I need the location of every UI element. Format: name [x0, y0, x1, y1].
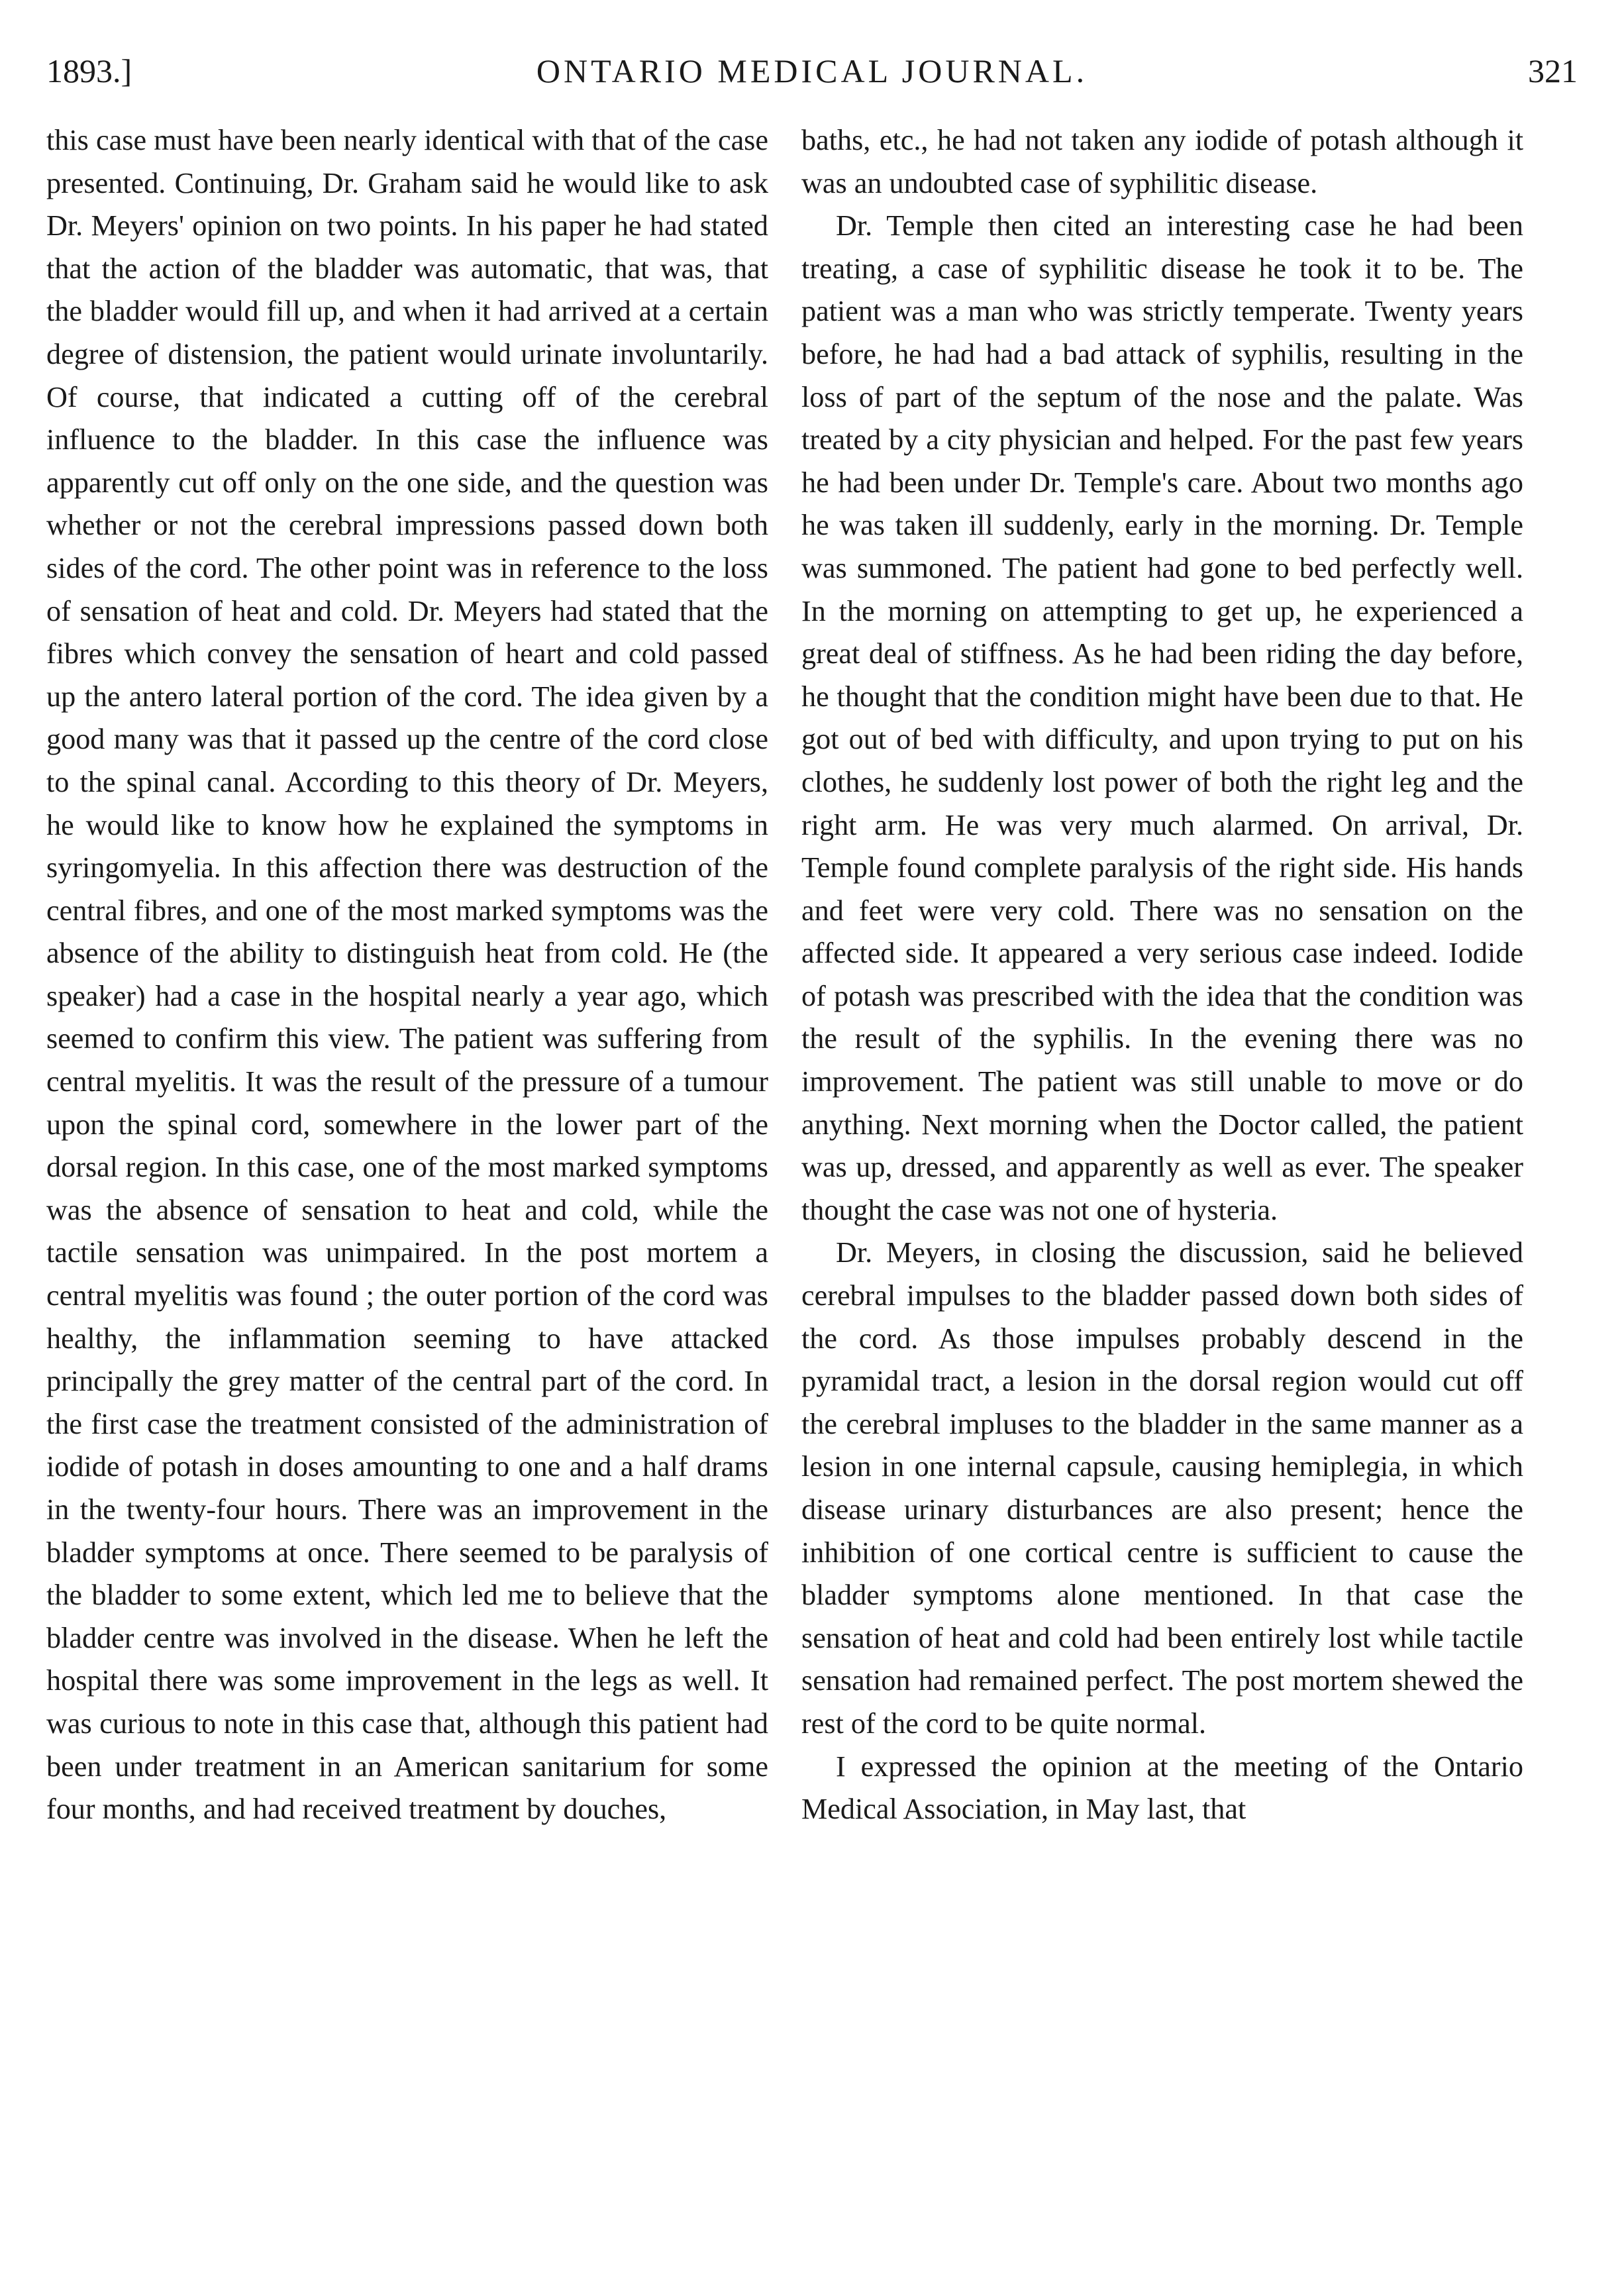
paragraph-opinion: I expressed the opinion at the meeting of the Ontario Medical Association, in May last, that [801, 1750, 1523, 1826]
journal-title: ONTARIO MEDICAL JOURNAL. [536, 52, 1088, 89]
left-column-paragraph: this case must have been nearly identical with that of the case presented. Continuing, Dr. Graham said he would like to ask Dr. Meyers' opinion on two points. In his paper he had stated that the action of the bladder was automatic, that was, that the bladder would fill up, and when it had arrived at a certain degree of distension, the patient would urinate involuntarily. Of course, that indicated a cutting off of the cerebral influence to the bladder. In this case the influence was apparently cut off only on the one side, and the question was whether or not the cerebral impressions passed down both sides of the cord. The other point was in reference to the loss of sensation of heat and cold. Dr. Meyers had stated that the fibres which convey the sensation of heart and cold passed up the antero lateral portion of the cord. The idea given by a good many was that it passed up the centre of the cord close to the spinal canal. According to this theory of Dr. Meyers, he would like to know how he explained the symptoms in syringomyelia. In this affection there was destruction of the central fibres, and one of the most marked symptoms was the absence of the ability to distinguish heat from cold. He (the speaker) had a case in the hospital nearly a year ago, which seemed to confirm this view. The patient was suffering from central myelitis. It was the result of the pressure of a tumour upon the spinal cord, somewhere in the lower part of the dorsal region. In this case, one of the most marked symptoms was the absence of sensation to heat and cold, while the tactile sensation was unimpaired. In the post mortem a central myelitis was found ; the outer portion of the cord was healthy, the inflammation seeming to have attacked principally the grey matter of the central part of the cord. In the first case the treatment consisted of the administration of iodide of potash in doses amounting to one and a half drams in the twenty-four hours. There was an improvement in the bladder symptoms at once. There seemed to be paralysis of the bladder to some extent, which led me to believe that the bladder centre was involved in the disease. When he left the hospital there was some improvement in the legs as well. It was curious to note in this case that, although this patient had been under treatment in an American sanitarium for some four months, and had received treatment by douches, [46, 124, 768, 1826]
right-column-continuation: baths, etc., he had not taken any iodide of potash although it was an undoubted case of syphilitic disease. [801, 124, 1523, 199]
paragraph-dr-meyers-closing: Dr. Meyers, in closing the discussion, said he believed cerebral impulses to the bladder passed down both sides of the cord. As those impulses probably descend in the pyramidal tract, a lesion in the dorsal region would cut off the cerebral impluses to the bladder in the same manner as a lesion in one internal capsule, causing hemiplegia, in which disease urinary disturbances are also present; hence the inhibition of one cortical centre is sufficient to cause the bladder symptoms alone mentioned. In that case the sensation of heat and cold had been entirely lost while tactile sensation had remained perfect. The post mortem shewed the rest of the cord to be quite normal. [801, 1236, 1523, 1740]
running-header [46, 41, 1578, 101]
header-year: 1893.] [46, 52, 132, 89]
right-column [801, 119, 1523, 1831]
page-number: 321 [1528, 52, 1578, 89]
left-column [46, 119, 768, 1831]
paragraph-dr-temple-case: Dr. Temple then cited an interesting case he had been treating, a case of syphilitic disease he took it to be. The patient was a man who was strictly temperate. Twenty years before, he had had a bad attack of syphilis, resulting in the loss of part of the septum of the nose and the palate. Was treated by a city physician and helped. For the past few years he had been under Dr. Temple's care. About two months ago he was taken ill suddenly, early in the morning. Dr. Temple was summoned. The patient had gone to bed perfectly well. In the morning on attempting to get up, he experienced a great deal of stiffness. As he had been riding the day before, he thought that the condition might have been due to that. He got out of bed with difficulty, and upon trying to put on his clothes, he suddenly lost power of both the right leg and the right arm. He was very much alarmed. On arrival, Dr. Temple found complete paralysis of the right side. His hands and feet were very cold. There was no sensation on the affected side. It appeared a very serious case indeed. Iodide of potash was prescribed with the idea that the condition was the result of the syphilis. In the evening there was no improvement. The patient was still unable to move or do anything. Next morning when the Doctor called, the patient was up, dressed, and apparently as well as ever. The speaker thought the case was not one of hysteria. [801, 209, 1523, 1226]
